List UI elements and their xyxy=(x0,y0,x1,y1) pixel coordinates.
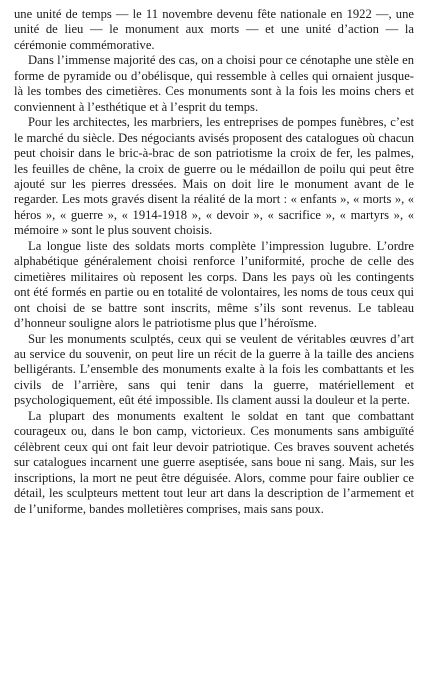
paragraph-3: Pour les architectes, les marbriers, les entreprises de pompes funèbres, c’est le marché du siècle. Des négociants avisés proposent des catalogues où chacun peut choisir dans le bric-à-brac de son patriotisme la croix de fer, les palmes, les feuilles de chêne, la croix de guerre ou le médaillon de poilu qui peut être ajouté sur les pierres dressées. Mais on doit lire le monument avant de le regarder. Les mots gravés disent la réalité de la mort : « enfants », « morts », « héros », « guerre », « 1914-1918 », « devoir », « sacrifice », « martyrs », « mémoire » sont le plus souvent choisis. xyxy=(14,115,414,238)
paragraph-6: La plupart des monuments exaltent le soldat en tant que combattant courageux ou, dans le bon camp, victorieux. Ces monuments sans ambiguïté célèbrent ceux qui ont fait leur devoir patriotique. Ces braves souvent achetés sur catalogues incarnent une guerre aseptisée, sans boue ni sang. Mais, sur les inscriptions, la mort ne peut être déguisée. Alors, comme pour faire oublier ce détail, les sculpteurs mettent tout leur art dans la description de l’armement et de l’uniforme, bandes molletières comprises, mais sans poux. xyxy=(14,408,414,516)
paragraph-1: une unité de temps — le 11 novembre devenu fête nationale en 1922 —, une unité de lieu — le monument aux morts — et une unité d’action — la cérémonie commémorative. xyxy=(14,7,414,52)
paragraph-5: Sur les monuments sculptés, ceux qui se veulent de véritables œuvres d’art au service du souvenir, on peut lire un récit de la guerre à la taille des anciens belligérants. L’ensemble des monuments exalte à la fois les combattants et les civils de l’arrière, sans qui tenir dans la guerre, matériellement et psychologiquement, eût été impossible. Ils clament aussi la douleur et la perte. xyxy=(14,331,414,408)
paragraph-2: Dans l’immense majorité des cas, on a choisi pour ce cénotaphe une stèle en forme de pyramide ou d’obélisque, qui ressemble à celles qui ornaient jusque-là les tombes des cimetières. Ces monuments sont à la fois les moins chers et conviennent à l’esthétique et à l’esprit du temps. xyxy=(14,53,414,114)
paragraph-4: La longue liste des soldats morts complète l’impression lugubre. L’ordre alphabétique généralement choisi renforce l’uniformité, proche de celle des cimetières militaires où reposent les corps. Dans les pays où les contingents ont été formés en partie ou en totalité de volontaires, les noms de tous ceux qui ont choisi de se battre sont inscrits, même s’ils sont revenus. Le tableau d’honneur souligne alors le patriotisme plus que l’héroïsme. xyxy=(14,238,414,331)
